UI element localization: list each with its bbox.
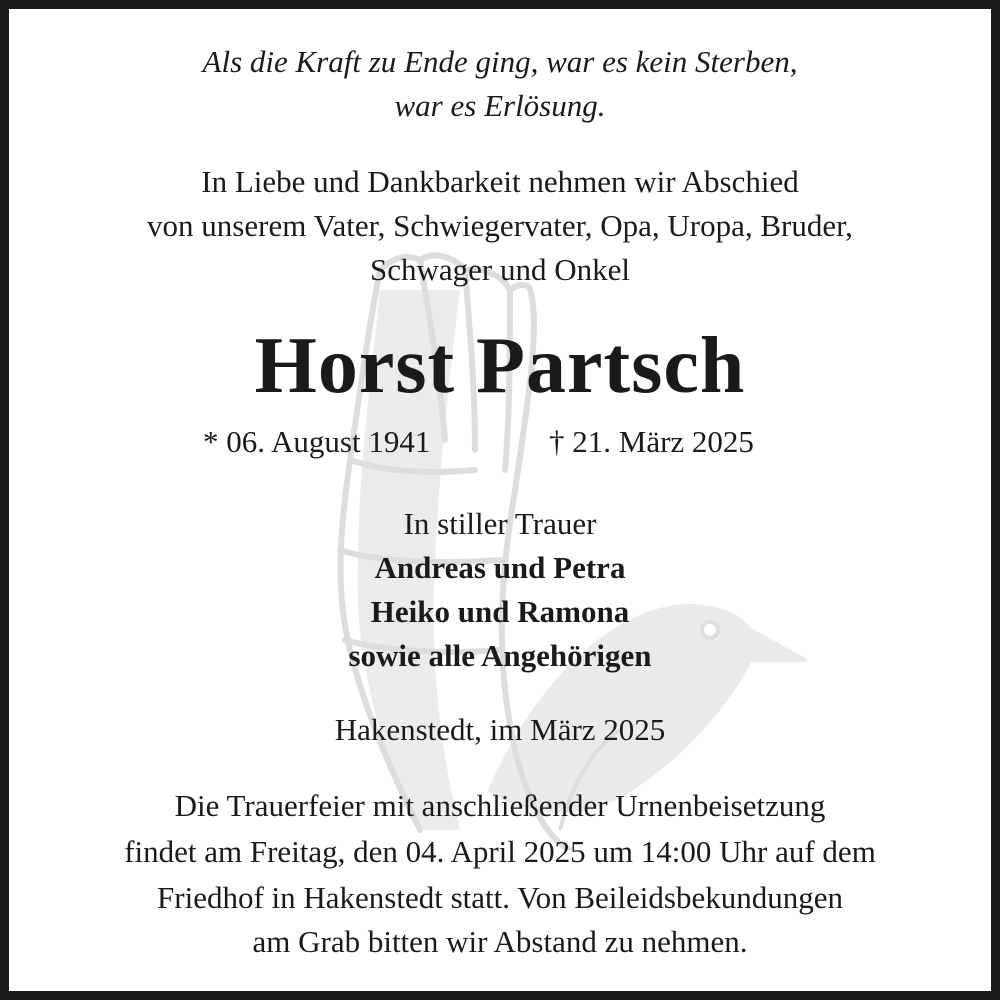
place-date: Hakenstedt, im März 2025: [334, 712, 666, 747]
intro-line-2: von unserem Vater, Schwiegervater, Opa, Uropa, Bruder,: [147, 208, 853, 243]
mourning-label: In stiller Trauer: [403, 506, 597, 541]
intro-line-3: Schwager und Onkel: [370, 252, 630, 287]
motto-line-2: war es Erlösung.: [394, 88, 606, 123]
death-date: † 21. März 2025: [549, 424, 754, 459]
funeral-line-3: Friedhof in Hakenstedt statt. Von Beileidsbekundungen: [157, 880, 843, 915]
mourner-line-3: sowie alle Angehörigen: [348, 638, 652, 673]
funeral-line-1: Die Trauerfeier mit anschließender Urnenbeisetzung: [174, 788, 826, 823]
intro-line-1: In Liebe und Dankbarkeit nehmen wir Abschied: [201, 164, 799, 199]
notice-content: [9, 9, 991, 991]
funeral-line-2: findet am Freitag, den 04. April 2025 um 14:00 Uhr auf dem: [124, 834, 876, 869]
mourner-line-2: Heiko und Ramona: [370, 594, 630, 629]
birth-date: * 06. August 1941: [203, 424, 431, 459]
funeral-line-4: am Grab bitten wir Abstand zu nehmen.: [252, 924, 748, 959]
deceased-name: Horst Partsch: [254, 322, 746, 410]
motto-line-1: Als die Kraft zu Ende ging, war es kein Sterben,: [202, 44, 798, 79]
mourner-line-1: Andreas und Petra: [374, 550, 626, 585]
